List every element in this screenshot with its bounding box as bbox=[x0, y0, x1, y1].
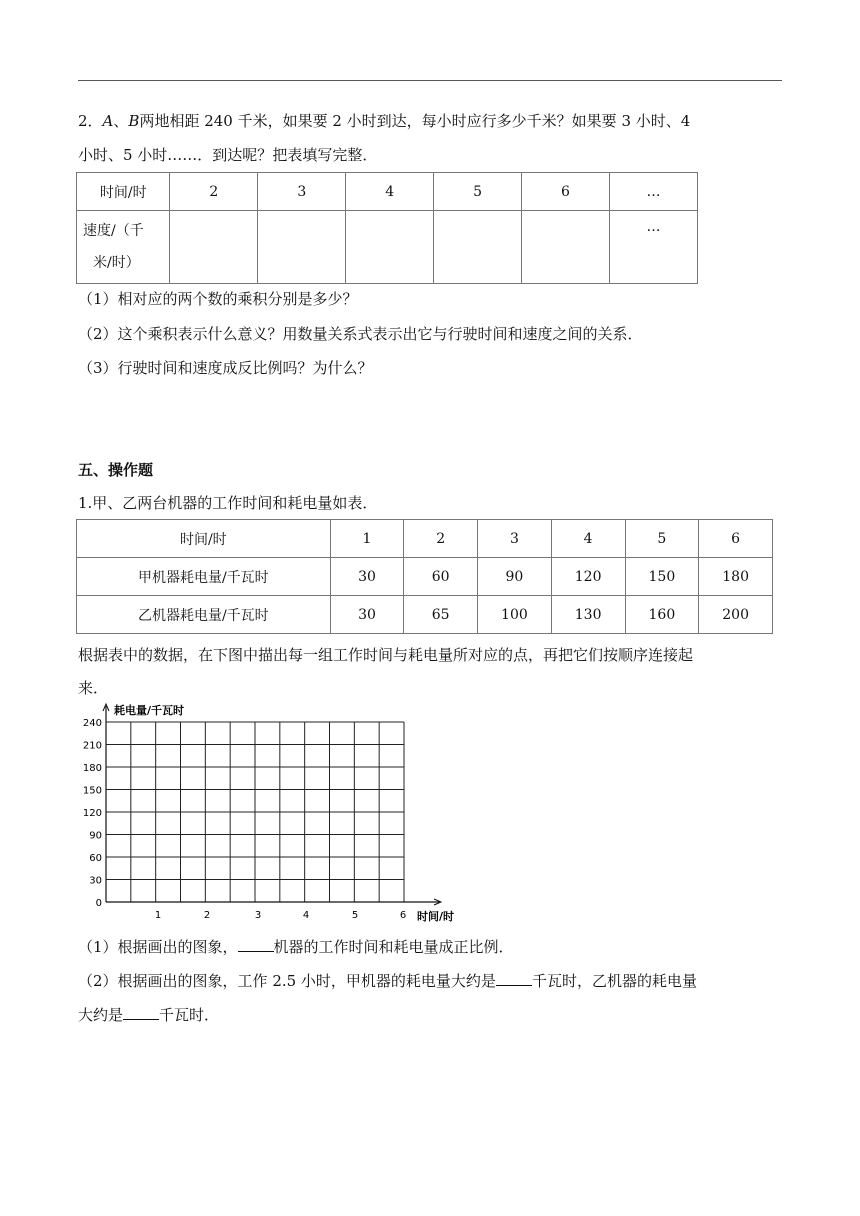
point-b: B bbox=[128, 112, 140, 130]
machine-a-value: 180 bbox=[699, 558, 773, 596]
q2-line2: 小时、5 小时……．到达呢？把表填写完整． bbox=[78, 146, 378, 164]
time-cell: 3 bbox=[258, 173, 346, 211]
machine-a-value: 30 bbox=[330, 558, 404, 596]
machine-a-value: 60 bbox=[404, 558, 478, 596]
power-header-cell: 时间/时 bbox=[77, 520, 331, 558]
speed-answer-cell[interactable] bbox=[434, 211, 522, 284]
machine-b-label: 乙机器耗电量/千瓦时 bbox=[77, 596, 331, 634]
speed-table bbox=[76, 172, 698, 284]
time-cell: 5 bbox=[434, 173, 522, 211]
q1-line: 1.甲、乙两台机器的工作时间和耗电量如表． bbox=[78, 494, 378, 512]
speed-answer-cell[interactable] bbox=[522, 211, 610, 284]
speed-answer-cell[interactable] bbox=[258, 211, 346, 284]
q2-sub1: （1）相对应的两个数的乘积分别是多少？ bbox=[78, 290, 358, 308]
section-title: 五、操作题 bbox=[78, 461, 154, 479]
time-row bbox=[77, 173, 698, 211]
power-table bbox=[76, 519, 773, 634]
y-tick-label: 240 bbox=[82, 718, 102, 729]
q2-number: 2． bbox=[78, 112, 103, 130]
time-cell: 2 bbox=[170, 173, 258, 211]
point-a: A bbox=[102, 112, 114, 130]
answer-blank[interactable] bbox=[123, 1005, 159, 1020]
time-cell: … bbox=[609, 173, 697, 211]
machine-b-value: 100 bbox=[478, 596, 552, 634]
y-tick-labels bbox=[83, 718, 102, 909]
y-axis-label: 耗电量/千瓦时 bbox=[114, 704, 185, 717]
q2-text: 两地相距 240 千米，如果要 2 小时到达，每小时应行多少千米？如果要 3 小时、4 bbox=[139, 112, 691, 130]
machine-b-value: 65 bbox=[404, 596, 478, 634]
machine-a-value: 150 bbox=[625, 558, 699, 596]
machine-a-row bbox=[77, 558, 773, 596]
q-sub2: （2）根据画出的图象，工作 2.5 小时，甲机器的耗电量大约是 千瓦时，乙机器的耗电量 bbox=[78, 972, 697, 990]
q-sub2-line2: 大约是 千瓦时． bbox=[78, 1006, 220, 1024]
time-cell: 4 bbox=[346, 173, 434, 211]
power-header-cell: 4 bbox=[551, 520, 625, 558]
speed-row bbox=[77, 211, 698, 284]
y-tick-label: 0 bbox=[95, 898, 102, 909]
machine-b-value: 160 bbox=[625, 596, 699, 634]
y-tick-label: 150 bbox=[82, 785, 102, 797]
separator: 、 bbox=[113, 112, 129, 130]
power-chart[interactable] bbox=[74, 700, 454, 926]
x-tick-label: 6 bbox=[399, 910, 407, 921]
power-header-cell: 6 bbox=[699, 520, 773, 558]
y-tick-label: 60 bbox=[89, 853, 102, 864]
machine-a-value: 120 bbox=[551, 558, 625, 596]
q-sub1: （1）根据画出的图象， 机器的工作时间和耗电量成正比例． bbox=[78, 938, 514, 956]
instruction-line1: 根据表中的数据，在下图中描出每一组工作时间与耗电量所对应的点，再把它们按顺序连接起 bbox=[78, 646, 694, 664]
x-tick-label: 4 bbox=[302, 910, 310, 921]
speed-answer-cell[interactable] bbox=[170, 211, 258, 284]
power-header-cell: 3 bbox=[478, 520, 552, 558]
y-tick-label: 30 bbox=[89, 875, 102, 887]
speed-answer-cell[interactable] bbox=[346, 211, 434, 284]
chart-axes bbox=[103, 704, 441, 905]
header-rule bbox=[78, 80, 782, 81]
time-header: 时间/时 bbox=[77, 173, 170, 211]
x-axis-label: 时间/时 bbox=[417, 910, 454, 923]
power-header-cell: 2 bbox=[404, 520, 478, 558]
q2-sub3: （3）行驶时间和速度成反比例吗？为什么？ bbox=[78, 359, 373, 377]
machine-b-value: 130 bbox=[551, 596, 625, 634]
machine-b-value: 30 bbox=[330, 596, 404, 634]
q2-line1 bbox=[78, 111, 690, 131]
x-tick-label: 5 bbox=[351, 910, 359, 921]
chart-grid bbox=[106, 722, 404, 902]
time-cell: 6 bbox=[522, 173, 610, 211]
y-tick-label: 210 bbox=[82, 740, 102, 752]
y-tick-label: 180 bbox=[82, 763, 102, 774]
instruction-line2: 来． bbox=[78, 679, 109, 697]
answer-blank[interactable] bbox=[496, 971, 532, 986]
power-header-cell: 1 bbox=[330, 520, 404, 558]
machine-a-label: 甲机器耗电量/千瓦时 bbox=[77, 558, 331, 596]
q2-sub2: （2）这个乘积表示什么意义？用数量关系式表示出它与行驶时间和速度之间的关系． bbox=[78, 325, 643, 343]
machine-a-value: 90 bbox=[478, 558, 552, 596]
x-tick-labels bbox=[155, 910, 406, 921]
power-header-row bbox=[77, 520, 773, 558]
answer-blank[interactable] bbox=[238, 937, 274, 952]
y-tick-label: 120 bbox=[82, 808, 102, 819]
power-header-cell: 5 bbox=[625, 520, 699, 558]
x-tick-label: 2 bbox=[203, 910, 211, 921]
x-tick-label: 1 bbox=[154, 910, 162, 921]
machine-b-row bbox=[77, 596, 773, 634]
speed-ellipsis-cell: … bbox=[609, 211, 697, 284]
x-tick-label: 3 bbox=[254, 910, 262, 921]
speed-header: 速度/（千 米/时） bbox=[77, 211, 170, 284]
machine-b-value: 200 bbox=[699, 596, 773, 634]
y-tick-label: 90 bbox=[89, 830, 102, 842]
